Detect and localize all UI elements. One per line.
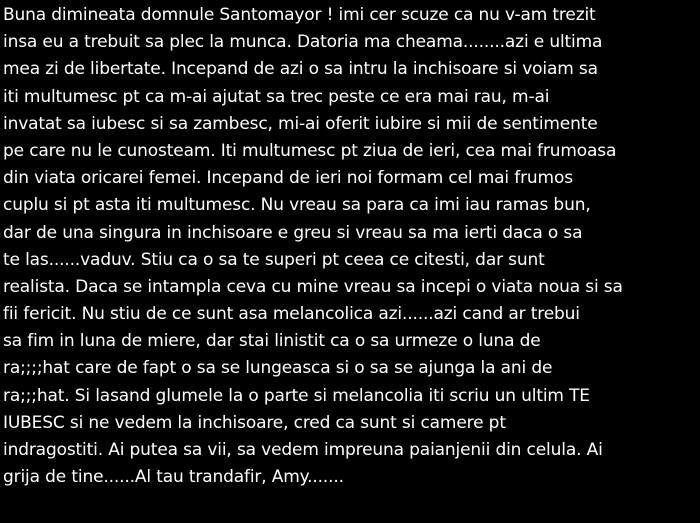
letter-line: fii fericit. Nu stiu de ce sunt asa melancolica azi......azi cand ar trebui bbox=[3, 304, 580, 325]
letter-line: mea zi de libertate. Incepand de azi o sa intru la inchisoare si voiam sa bbox=[3, 59, 598, 80]
letter-line: pe care nu le cunosteam. Iti multumesc pt ziua de ieri, cea mai frumoasa bbox=[3, 140, 617, 161]
letter-line: dar de una singura in inchisoare e greu si vreau sa ma ierti daca o sa bbox=[3, 222, 583, 243]
letter-line: IUBESC si ne vedem la inchisoare, cred ca sunt si camere pt bbox=[3, 412, 506, 433]
letter-line: indragostiti. Ai putea sa vii, sa vedem impreuna paianjenii din celula. Ai bbox=[3, 440, 603, 460]
letter-text bbox=[3, 2, 697, 491]
letter-line: ra;;;hat. Si lasand glumele la o parte si melancolia iti scriu un ultim TE bbox=[3, 385, 590, 406]
letter-line: insa eu a trebuit sa plec la munca. Datoria ma cheama........azi e ultima bbox=[3, 32, 603, 53]
letter-line: Buna dimineata domnule Santomayor ! imi cer scuze ca nu v-am trezit bbox=[3, 5, 596, 25]
letter-line: invatat sa iubesc si sa zambesc, mi-ai oferit iubire si mii de sentimente bbox=[3, 113, 598, 134]
letter-line: grija de tine......Al tau trandafir, Amy....... bbox=[3, 467, 344, 488]
letter-line: sa fim in luna de miere, dar stai linistit ca o sa urmeze o luna de bbox=[3, 331, 541, 352]
letter-line: cuplu si pt asta iti multumesc. Nu vreau sa para ca imi iau ramas bun, bbox=[3, 195, 591, 216]
letter-line: te las......vaduv. Stiu ca o sa te superi pt ceea ce citesti, dar sunt bbox=[3, 249, 545, 270]
letter-line: din viata oricarei femei. Incepand de ieri noi formam cel mai frumos bbox=[3, 168, 573, 189]
letter-line: ra;;;;hat care de fapt o sa se lungeasca si o sa se ajunga la ani de bbox=[3, 358, 553, 379]
letter-line: realista. Daca se intampla ceva cu mine vreau sa incepi o viata noua si sa bbox=[3, 276, 623, 297]
letter-line: iti multumesc pt ca m-ai ajutat sa trec peste ce era mai rau, m-ai bbox=[3, 86, 550, 107]
